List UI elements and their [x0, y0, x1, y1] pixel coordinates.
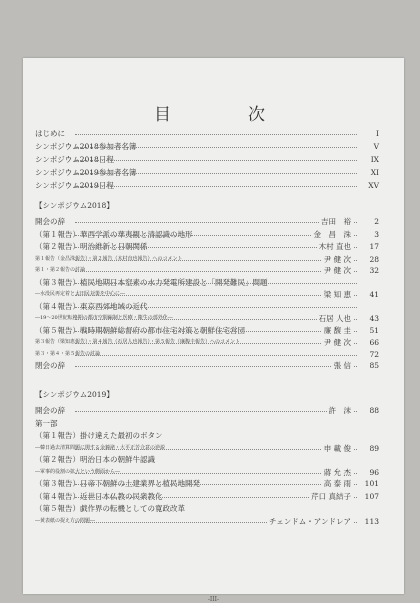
- toc-entry: [35, 349, 379, 360]
- toc-entry-title: （第３報告）日帝下朝鮮の土建業界と植民地開発: [35, 479, 200, 488]
- toc-entry: [35, 337, 379, 348]
- toc-entry: [35, 325, 379, 336]
- toc-entry-page: 85: [369, 361, 379, 370]
- toc-entry: [35, 229, 379, 240]
- toc-entry: [35, 443, 379, 454]
- toc-entry: [35, 418, 379, 429]
- toc-entry-title: 閉会の辞: [35, 361, 65, 370]
- toc-entry-author: 芹口 真結子: [311, 491, 351, 501]
- toc-entry: [35, 167, 379, 178]
- toc-entry-page: 107: [364, 491, 379, 501]
- toc-entry: [35, 503, 379, 514]
- toc-entry-author: 吉田 裕: [321, 217, 351, 226]
- toc-entry-page: V: [373, 142, 379, 151]
- toc-entry-title: （第５報告）戦時期朝鮮総督府の都市住宅対策と朝鮮住宅営団: [35, 325, 245, 335]
- toc-entry-page: 72: [369, 349, 379, 359]
- toc-entry: [35, 360, 379, 371]
- leader-dots: [75, 473, 357, 474]
- toc-entry-author: 木村 直也: [318, 242, 351, 251]
- toc-entry-page: 89: [369, 443, 379, 453]
- toc-entry-page: 51: [369, 325, 379, 335]
- toc-entry-title: ―水没民再定着と太田民対策を中心に―: [35, 289, 127, 300]
- toc-entry-author: 梁 知 恵: [323, 290, 351, 299]
- toc-entry-title: （第１報告）掛け違えた最初のボタン: [35, 431, 163, 440]
- toc-entry-title: 第１・第２報告の討論: [35, 265, 87, 276]
- toc-entry-page: 101: [364, 479, 379, 488]
- toc-entry: [35, 301, 379, 312]
- toc-entry: [35, 430, 379, 441]
- toc-entry-title: ―黄表紙の捉え方の問題―: [35, 516, 97, 527]
- toc-entry-title: ―軍事的役割の拡大という側面から―: [35, 467, 122, 478]
- toc-entry-author: 尹 健 次: [323, 338, 351, 347]
- page-title: 目 次: [154, 105, 295, 125]
- toc-entry-author: 高 泰 雨: [323, 479, 351, 488]
- toc-entry-page: XI: [370, 168, 379, 177]
- leader-dots: [75, 260, 357, 261]
- toc-entry-title: 第３・第４・第５報告の討論: [35, 349, 102, 360]
- toc-entry-page: 3: [374, 229, 379, 239]
- toc-entry-author: チェンドム・アンドレア: [269, 516, 351, 526]
- toc-entry-title: 第３報告（梁知恵報告）・第４報告（石居人也報告）・第５報告（廉馥圭報告）へのコメント: [35, 337, 242, 348]
- toc-entry-title: シンポジウム2018参加者名簿: [35, 142, 137, 151]
- leader-dots: [75, 355, 357, 356]
- toc-entry-author: 石居 人也: [318, 314, 351, 323]
- leader-dots: [75, 160, 357, 161]
- toc-entry-author: 尹 健 次: [323, 254, 351, 264]
- toc-entry-page: 32: [369, 266, 379, 275]
- toc-entry-page: 17: [369, 242, 379, 251]
- leader-dots: [75, 283, 357, 284]
- toc-entry-title: シンポジウム2019参加者名簿: [35, 168, 137, 177]
- toc-entry-page: I: [376, 129, 379, 138]
- section-heading: 【シンポジウム2018】: [35, 201, 114, 210]
- toc-entry-title: はじめに: [35, 129, 65, 138]
- toc-entry-page: XV: [368, 181, 379, 190]
- leader-dots: [75, 307, 357, 308]
- toc-entry-title: 第１報告（金昌洙報告）・第２報告（木村直也報告）へのコメント: [35, 254, 185, 265]
- leader-dots: [75, 449, 357, 450]
- leader-dots: [75, 222, 357, 223]
- leader-dots: [75, 247, 357, 248]
- leader-dots: [75, 484, 357, 485]
- toc-entry: [35, 254, 379, 265]
- toc-entry-page: 88: [369, 406, 379, 415]
- leader-dots: [75, 366, 357, 367]
- toc-entry: [35, 289, 379, 300]
- toc-entry: [35, 516, 379, 527]
- leader-dots: [75, 331, 357, 332]
- toc-entry-page: 66: [369, 338, 379, 347]
- toc-entry-author: 金 昌 洙: [313, 229, 351, 239]
- toc-entry-page: 28: [369, 254, 379, 264]
- toc-entry-title: （第４報告）東京西郊地域の近代: [35, 301, 148, 311]
- toc-entry-author: 申 載 俊: [323, 443, 351, 453]
- toc-entry-page: 2: [374, 217, 379, 226]
- leader-dots: [75, 147, 357, 148]
- toc-entry-title: シンポジウム2018日程: [35, 155, 114, 164]
- toc-entry: [35, 141, 379, 152]
- toc-entry-title: ―19～20世紀転換期の都市空間編制と医療・衛生の部外化―: [35, 313, 175, 324]
- leader-dots: [75, 134, 357, 135]
- toc-entry: [35, 216, 379, 227]
- toc-entry-title: 開会の辞: [35, 406, 65, 415]
- document-page: [23, 58, 404, 603]
- toc-entry-page: 43: [369, 314, 379, 323]
- toc-entry-title: （第５報告）戯作界の転機としての寛政改革: [35, 504, 185, 513]
- toc-entry: [35, 128, 379, 139]
- toc-entry-page: 96: [369, 467, 379, 477]
- toc-entry: [35, 467, 379, 478]
- leader-dots: [75, 173, 357, 174]
- toc-entry: [35, 154, 379, 165]
- toc-entry-author: 蔣 允 杰: [323, 467, 351, 477]
- toc-entry: [35, 478, 379, 489]
- leader-dots: [75, 271, 357, 272]
- toc-entry-title: ―韓日過去清算問題に関する金鐘泌・大平正芳合意の逆説: [35, 443, 167, 454]
- toc-entry-page: 41: [369, 290, 379, 299]
- toc-entry: [35, 241, 379, 252]
- toc-entry: [35, 180, 379, 191]
- toc-entry-title: 第一部: [35, 418, 58, 428]
- section-heading: 【シンポジウム2019】: [35, 390, 114, 399]
- toc-entry: [35, 454, 379, 465]
- toc-entry-author: 廉 馥 圭: [323, 325, 351, 335]
- toc-entry-title: （第４報告）近世日本仏教の民衆教化: [35, 491, 163, 501]
- leader-dots: [75, 411, 357, 412]
- toc-entry-page: 113: [364, 516, 379, 526]
- toc-entry-author: 尹 健 次: [323, 266, 351, 275]
- toc-entry: [35, 265, 379, 276]
- toc-entry: [35, 491, 379, 502]
- toc-entry: [35, 405, 379, 416]
- toc-entry-title: （第１報告）華西学派の華夷観と清認識の地形: [35, 229, 193, 239]
- toc-entry-title: 開会の辞: [35, 217, 65, 226]
- leader-dots: [75, 295, 357, 296]
- page-number: -III-: [207, 596, 220, 603]
- toc-entry-author: 張 信: [333, 361, 351, 370]
- toc-entry-title: （第２報告）明治日本の朝鮮牛認識: [35, 455, 155, 464]
- toc-entry-title: シンポジウム2019日程: [35, 181, 114, 190]
- toc-entry: [35, 277, 379, 288]
- leader-dots: [75, 319, 357, 320]
- toc-entry-title: （第３報告）植民地期日本窒素の水力発電所建設と「開発難民」問題: [35, 277, 268, 287]
- leader-dots: [75, 343, 357, 344]
- toc-entry-author: 許 沫: [328, 406, 351, 415]
- toc-entry-page: IX: [370, 155, 379, 164]
- leader-dots: [75, 186, 357, 187]
- toc-entry-title: （第２報告）明治維新と日朝関係: [35, 242, 148, 251]
- toc-entry: [35, 313, 379, 324]
